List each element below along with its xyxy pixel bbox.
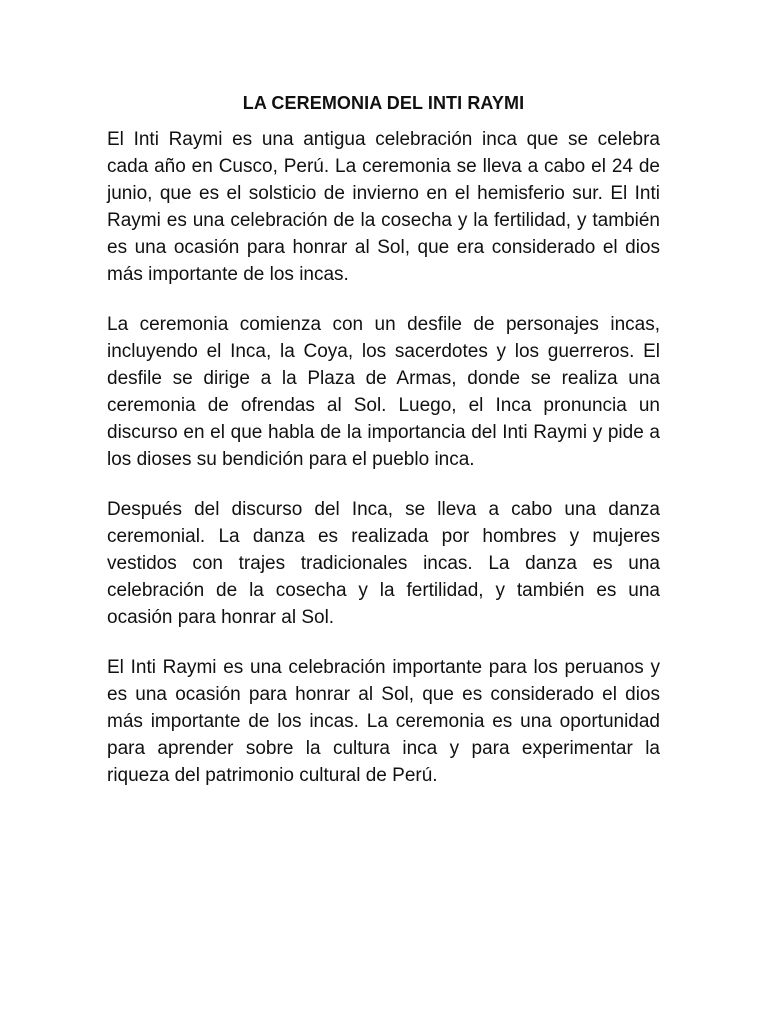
paragraph-2: La ceremonia comienza con un desfile de personajes incas, incluyendo el Inca, la Coya, los sacerdotes y los guerreros. El desfile se dirige a la Plaza de Armas, donde se realiza una ceremonia de ofrendas al Sol. Luego, el Inca pronuncia un discurso en el que habla de la importancia del Inti Raymi y pide a los dioses su bendición para el pueblo inca. bbox=[107, 314, 660, 470]
document-title: LA CEREMONIA DEL INTI RAYMI bbox=[242, 93, 525, 113]
paragraph-3: Después del discurso del Inca, se lleva a cabo una danza ceremonial. La danza es realizada por hombres y mujeres vestidos con trajes tradicionales incas. La danza es una celebración de la cosecha y la fertilidad, y también es una ocasión para honrar al Sol. bbox=[107, 499, 660, 628]
paragraph-1: El Inti Raymi es una antigua celebración inca que se celebra cada año en Cusco, Perú. La ceremonia se lleva a cabo el 24 de junio, que es el solsticio de invierno en el hemisferio sur. El Inti Raymi es una celebración de la cosecha y la fertilidad, y también es una ocasión para honrar al Sol, que era considerado el dios más importante de los incas. bbox=[107, 129, 660, 285]
document-page bbox=[107, 90, 660, 812]
paragraph-4: El Inti Raymi es una celebración importante para los peruanos y es una ocasión para honrar al Sol, que es considerado el dios más importante de los incas. La ceremonia es una oportunidad para aprender sobre la cultura inca y para experimentar la riqueza del patrimonio cultural de Perú. bbox=[107, 657, 660, 786]
